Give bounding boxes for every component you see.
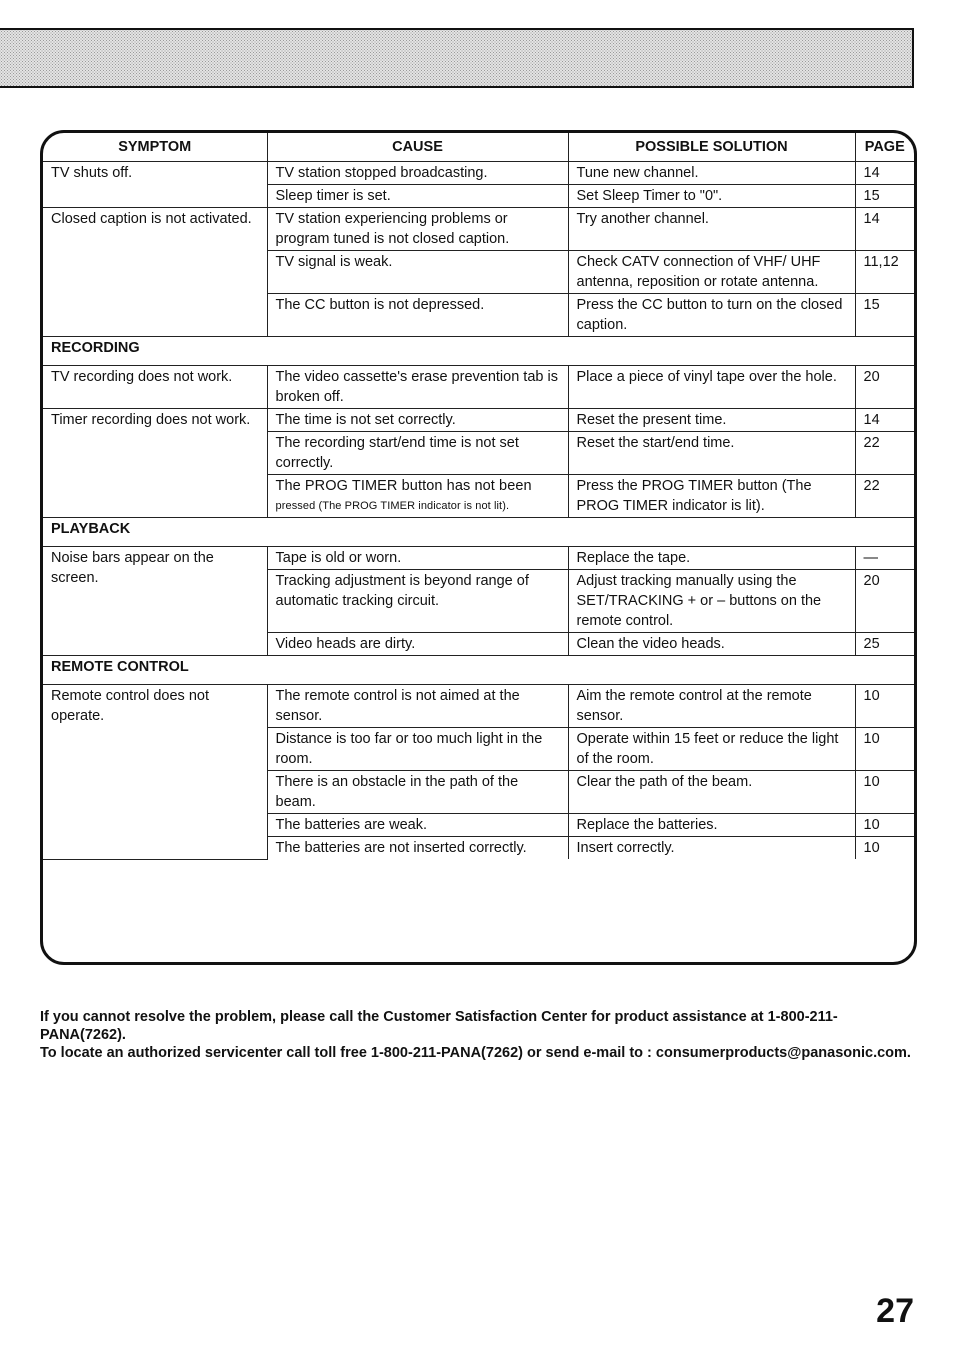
symptom-cell: TV shuts off. (43, 162, 267, 208)
solution-cell: Clean the video heads. (568, 633, 855, 656)
cause-cell: Tape is old or worn. (267, 547, 568, 570)
cause-cell: The time is not set correctly. (267, 409, 568, 432)
section-row (43, 337, 914, 366)
page-cell: 15 (855, 185, 914, 208)
solution-cell: Replace the tape. (568, 547, 855, 570)
cause-cell: Tracking adjustment is beyond range of automatic tracking circuit. (267, 570, 568, 633)
cause-cell (267, 475, 568, 518)
solution-cell: Adjust tracking manually using the SET/TRACKING + or – buttons on the remote control. (568, 570, 855, 633)
cause-cell: The video cassette's erase prevention tab is broken off. (267, 366, 568, 409)
page-cell: 25 (855, 633, 914, 656)
solution-cell: Clear the path of the beam. (568, 771, 855, 814)
table-row (43, 162, 914, 185)
cause-line: The PROG TIMER button has not been (275, 478, 532, 494)
solution-cell: Try another channel. (568, 208, 855, 251)
page-cell: 10 (855, 771, 914, 814)
cause-cell: TV station stopped broadcasting. (267, 162, 568, 185)
header-solution: POSSIBLE SOLUTION (568, 133, 855, 162)
support-line-1: If you cannot resolve the problem, please call the Customer Satisfaction Center for product assistance at 1-800-211-PANA(7262). (40, 1009, 838, 1043)
header-cause: CAUSE (267, 133, 568, 162)
cause-cell: TV station experiencing problems or program tuned is not closed caption. (267, 208, 568, 251)
cause-cell: The batteries are weak. (267, 814, 568, 837)
page-cell: — (855, 547, 914, 570)
symptom-cell: Remote control does not operate. (43, 685, 267, 860)
section-row (43, 518, 914, 547)
table-row (43, 366, 914, 409)
page-cell: 10 (855, 814, 914, 837)
table-header-row (43, 133, 914, 162)
cause-cell: The CC button is not depressed. (267, 294, 568, 337)
header-band (0, 28, 914, 88)
solution-cell: Reset the start/end time. (568, 432, 855, 475)
cause-line: pressed (The PROG TIMER indicator is not lit). (275, 500, 510, 512)
cause-cell: The batteries are not inserted correctly. (267, 837, 568, 860)
cause-cell: There is an obstacle in the path of the beam. (267, 771, 568, 814)
page-cell: 10 (855, 728, 914, 771)
cause-cell: The remote control is not aimed at the sensor. (267, 685, 568, 728)
support-line-2: To locate an authorized servicenter call toll free 1-800-211-PANA(7262) or send e-mail to : consumerproducts@panasonic.com. (40, 1045, 911, 1061)
page-cell: 14 (855, 162, 914, 185)
page-cell: 14 (855, 208, 914, 251)
section-heading-recording: RECORDING (43, 337, 914, 366)
solution-cell: Operate within 15 feet or reduce the light of the room. (568, 728, 855, 771)
customer-support-note (40, 1008, 920, 1062)
solution-cell: Place a piece of vinyl tape over the hole. (568, 366, 855, 409)
table-row (43, 208, 914, 251)
solution-cell: Check CATV connection of VHF/ UHF antenna, reposition or rotate antenna. (568, 251, 855, 294)
page-cell: 22 (855, 475, 914, 518)
page-cell: 10 (855, 837, 914, 860)
page-cell: 20 (855, 570, 914, 633)
page-cell: 10 (855, 685, 914, 728)
page-cell: 14 (855, 409, 914, 432)
cause-cell: Sleep timer is set. (267, 185, 568, 208)
table-row (43, 685, 914, 728)
section-heading-playback: PLAYBACK (43, 518, 914, 547)
header-page: PAGE (855, 133, 914, 162)
cause-cell: Video heads are dirty. (267, 633, 568, 656)
header-symptom: SYMPTOM (43, 133, 267, 162)
symptom-cell: TV recording does not work. (43, 366, 267, 409)
page-number: 27 (876, 1292, 914, 1330)
solution-cell: Press the PROG TIMER button (The PROG TIMER indicator is lit). (568, 475, 855, 518)
troubleshooting-table (40, 130, 917, 965)
cause-cell: Distance is too far or too much light in the room. (267, 728, 568, 771)
solution-cell: Tune new channel. (568, 162, 855, 185)
cause-cell: The recording start/end time is not set correctly. (267, 432, 568, 475)
section-row (43, 656, 914, 685)
symptom-cell: Closed caption is not activated. (43, 208, 267, 337)
symptom-cell: Timer recording does not work. (43, 409, 267, 518)
page-cell: 15 (855, 294, 914, 337)
page-cell: 11,12 (855, 251, 914, 294)
solution-cell: Aim the remote control at the remote sensor. (568, 685, 855, 728)
symptom-cell: Noise bars appear on the screen. (43, 547, 267, 656)
table-row (43, 409, 914, 432)
cause-cell: TV signal is weak. (267, 251, 568, 294)
section-heading-remote-control: REMOTE CONTROL (43, 656, 914, 685)
solution-cell: Set Sleep Timer to "0". (568, 185, 855, 208)
solution-cell: Insert correctly. (568, 837, 855, 860)
solution-cell: Press the CC button to turn on the closed caption. (568, 294, 855, 337)
solution-cell: Reset the present time. (568, 409, 855, 432)
table-row (43, 547, 914, 570)
solution-cell: Replace the batteries. (568, 814, 855, 837)
page-cell: 22 (855, 432, 914, 475)
page-cell: 20 (855, 366, 914, 409)
